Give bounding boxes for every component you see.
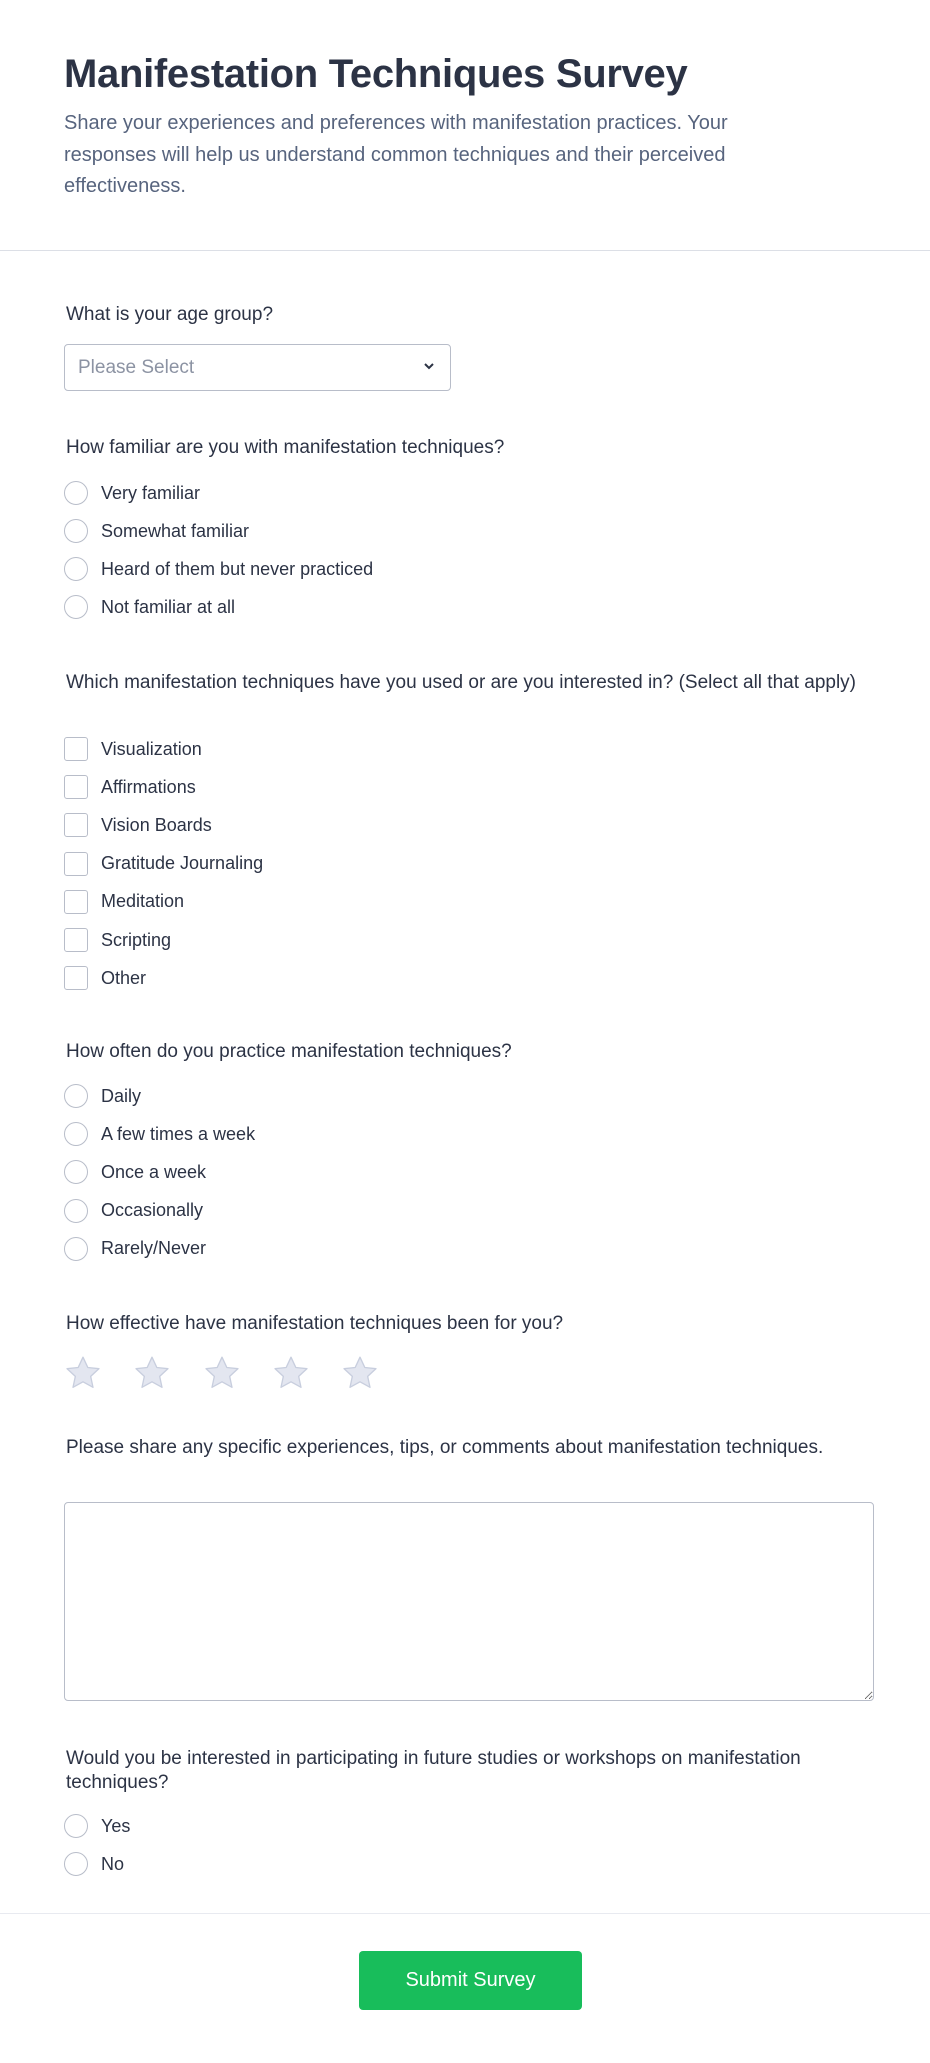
- option-label: Daily: [101, 1085, 142, 1106]
- radio-button[interactable]: [64, 1160, 88, 1184]
- q4-option[interactable]: [64, 1235, 206, 1263]
- q3-option[interactable]: [64, 811, 212, 839]
- option-label: Meditation: [101, 891, 185, 912]
- option-label: Scripting: [101, 929, 172, 950]
- option-label: Occasionally: [101, 1200, 204, 1221]
- q3-option[interactable]: [64, 773, 196, 801]
- radio-button[interactable]: [64, 519, 88, 543]
- radio-button[interactable]: [64, 595, 88, 619]
- question-effectiveness-label: How effective have manifestation techniques been for you?: [66, 1313, 564, 1334]
- option-label: Vision Boards: [101, 814, 212, 835]
- q3-option[interactable]: [64, 926, 171, 954]
- select-placeholder: Please Select: [78, 357, 195, 378]
- q4-option[interactable]: [64, 1082, 141, 1110]
- option-label: Not familiar at all: [101, 596, 236, 617]
- radio-button[interactable]: [64, 1122, 88, 1146]
- checkbox[interactable]: [64, 775, 88, 799]
- q3-option[interactable]: [64, 850, 263, 878]
- checkbox[interactable]: [64, 966, 88, 990]
- checkbox[interactable]: [64, 813, 88, 837]
- q2-option[interactable]: [64, 479, 200, 507]
- radio-button[interactable]: [64, 1084, 88, 1108]
- q3-option[interactable]: [64, 964, 146, 992]
- radio-button[interactable]: [64, 1814, 88, 1838]
- question-age-label: What is your age group?: [66, 304, 274, 325]
- star-icon[interactable]: [340, 1353, 380, 1393]
- q3-option[interactable]: [64, 735, 202, 763]
- option-label: Yes: [101, 1815, 131, 1836]
- q7-option[interactable]: [64, 1812, 130, 1840]
- q4-option[interactable]: [64, 1120, 255, 1148]
- option-label: Gratitude Journaling: [101, 853, 264, 874]
- option-label: Very familiar: [101, 482, 201, 503]
- option-label: A few times a week: [101, 1123, 256, 1144]
- option-label: Other: [101, 967, 147, 988]
- radio-button[interactable]: [64, 1199, 88, 1223]
- radio-button[interactable]: [64, 1237, 88, 1261]
- comments-textarea[interactable]: [64, 1502, 874, 1701]
- question-comments-label: Please share any specific experiences, tips, or comments about manifestation techniques.: [66, 1437, 824, 1458]
- star-icon[interactable]: [271, 1353, 311, 1393]
- star-icon[interactable]: [132, 1353, 172, 1393]
- option-label: Visualization: [101, 738, 202, 759]
- q4-option[interactable]: [64, 1158, 206, 1186]
- question-techniques-label: Which manifestation techniques have you used or are you interested in? (Select all that apply): [66, 672, 857, 693]
- option-label: Somewhat familiar: [101, 520, 250, 541]
- option-label: Once a week: [101, 1161, 207, 1182]
- q2-option[interactable]: [64, 555, 373, 583]
- question-future-studies-label: Would you be interested in participating in future studies or workshops on manifestation techniques?: [66, 1748, 801, 1793]
- star-icon[interactable]: [63, 1353, 103, 1393]
- page-description: Share your experiences and preferences with manifestation practices. Your responses will help us understand common techniques and their perceived effectiveness.: [64, 112, 728, 197]
- checkbox[interactable]: [64, 737, 88, 761]
- option-label: Rarely/Never: [101, 1238, 207, 1259]
- question-familiarity-label: How familiar are you with manifestation techniques?: [66, 437, 505, 458]
- option-label: Affirmations: [101, 776, 196, 797]
- checkbox[interactable]: [64, 928, 88, 952]
- q3-option[interactable]: [64, 888, 184, 916]
- age-group-select[interactable]: [64, 344, 451, 391]
- radio-button[interactable]: [64, 1852, 88, 1876]
- question-frequency-label: How often do you practice manifestation techniques?: [66, 1041, 512, 1062]
- q2-option[interactable]: [64, 593, 235, 621]
- page-title: Manifestation Techniques Survey: [64, 52, 688, 96]
- q7-option[interactable]: [64, 1850, 124, 1878]
- footer-divider: [0, 1913, 930, 1914]
- checkbox[interactable]: [64, 852, 88, 876]
- star-icon[interactable]: [202, 1353, 242, 1393]
- checkbox[interactable]: [64, 890, 88, 914]
- q2-option[interactable]: [64, 517, 249, 545]
- option-label: No: [101, 1853, 125, 1874]
- submit-survey-button[interactable]: Submit Survey: [359, 1951, 582, 2010]
- radio-button[interactable]: [64, 481, 88, 505]
- q4-option[interactable]: [64, 1197, 203, 1225]
- header-divider: [0, 250, 930, 251]
- chevron-down-icon: [420, 357, 438, 375]
- radio-button[interactable]: [64, 557, 88, 581]
- option-label: Heard of them but never practiced: [101, 558, 374, 579]
